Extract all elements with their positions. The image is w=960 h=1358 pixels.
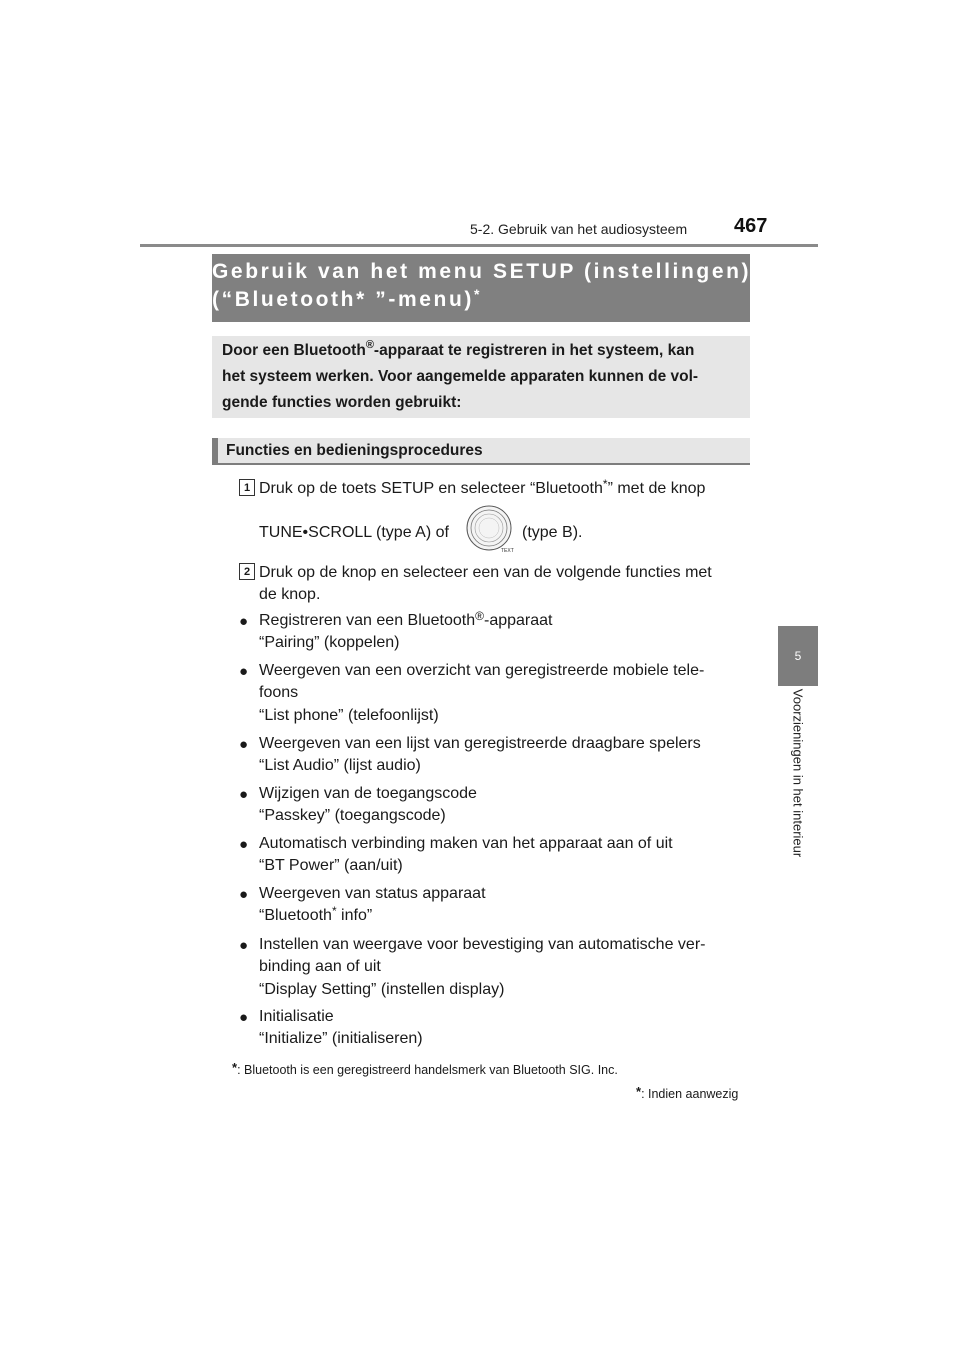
title-line-2-text: (“Bluetooth* ”-menu): [212, 288, 474, 311]
function-text: info”: [336, 907, 373, 924]
optional-mark: *: [636, 1084, 642, 1099]
trademark-mark: *: [232, 1060, 238, 1075]
trademark-footnote: [232, 1060, 618, 1078]
step-1-line-2a: TUNE•SCROLL (type A) of: [259, 524, 449, 541]
intro-line-2: het systeem werken. Voor aangemelde apparaten kunnen de vol-: [222, 368, 699, 385]
bullet-icon: ●: [239, 736, 249, 753]
header-rule: [140, 244, 818, 247]
bullet-icon: ●: [239, 937, 249, 954]
function-item-4-line-1: Wijzigen van de toegangscode: [259, 785, 477, 802]
chapter-number: 5: [794, 649, 802, 663]
bullet-icon: ●: [239, 886, 249, 903]
function-item-4-line-2: “Passkey” (toegangscode): [259, 807, 446, 824]
function-item-8-line-2: “Initialize” (initialiseren): [259, 1030, 423, 1047]
function-item-6-line-1: Weergeven van status apparaat: [259, 885, 486, 902]
function-item-5-line-2: “BT Power” (aan/uit): [259, 857, 403, 874]
trademark-mark: *: [602, 477, 608, 491]
subheading-bar: [212, 438, 218, 463]
function-item-5-line-1: Automatisch verbinding maken van het apparaat aan of uit: [259, 835, 673, 852]
function-item-3-line-1: Weergeven van een lijst van geregistreerde draagbare spelers: [259, 735, 701, 752]
step-text: ” met de knop: [607, 480, 706, 497]
bullet-icon: ●: [239, 1009, 249, 1026]
page-title: [212, 254, 750, 322]
step-2-line-1: Druk op de knop en selecteer een van de volgende functies met: [259, 564, 712, 581]
title-line-2: [212, 288, 479, 312]
step-text: Druk op de toets SETUP en selecteer “Bluetooth: [259, 480, 603, 497]
function-item-1-line-2: “Pairing” (koppelen): [259, 634, 400, 651]
trademark-mark: *: [331, 904, 337, 918]
function-item-1-line-1: [259, 609, 553, 630]
registered-mark: ®: [475, 609, 484, 623]
chapter-label: [788, 662, 808, 884]
step-1-line-2b: (type B).: [522, 524, 583, 541]
subheading-text: Functies en bedieningsprocedures: [226, 442, 483, 459]
step-badge-2: 2: [239, 563, 255, 580]
bullet-icon: ●: [239, 836, 249, 853]
bullet-icon: ●: [239, 663, 249, 680]
title-line-1: Gebruik van het menu SETUP (instellingen): [212, 260, 752, 283]
footnote-text: : Indien aanwezig: [641, 1087, 739, 1101]
function-item-2-line-3: “List phone” (telefoonlijst): [259, 707, 439, 724]
intro-line-3: gende functies worden gebruikt:: [222, 394, 462, 411]
intro-text: Door een Bluetooth: [222, 342, 366, 359]
function-item-8-line-1: Initialisatie: [259, 1008, 334, 1025]
function-text: Registreren van een Bluetooth: [259, 612, 476, 629]
subheading-rule: [212, 463, 750, 465]
step-2-line-2: de knop.: [259, 586, 321, 603]
bullet-icon: ●: [239, 613, 249, 630]
intro-text: -apparaat te registreren in het systeem, kan: [373, 342, 695, 359]
function-item-3-line-2: “List Audio” (lijst audio): [259, 757, 421, 774]
intro-line-1: [222, 339, 695, 360]
function-item-7-line-2: binding aan of uit: [259, 958, 381, 975]
function-text: “Bluetooth: [259, 907, 332, 924]
function-text: -apparaat: [483, 612, 553, 629]
function-item-7-line-1: Instellen van weergave voor bevestiging van automatische ver-: [259, 936, 706, 953]
function-item-7-line-3: “Display Setting” (instellen display): [259, 981, 505, 998]
function-item-6-line-2: [259, 904, 373, 925]
function-item-2-line-1: Weergeven van een overzicht van geregistreerde mobiele tele-: [259, 662, 705, 679]
intro-box: [212, 336, 750, 418]
section-title: 5-2. Gebruik van het audiosysteem: [470, 221, 688, 237]
bullet-icon: ●: [239, 786, 249, 803]
page-number: 467: [734, 215, 768, 237]
optional-footnote: [636, 1084, 739, 1102]
chapter-label-text: Voorzieningen in het interieur: [790, 688, 806, 858]
subheading: [212, 438, 750, 463]
knob-text-label: TEXT: [501, 548, 514, 554]
footnote-text: : Bluetooth is een geregistreerd handelsmerk van Bluetooth SIG. Inc.: [237, 1063, 618, 1077]
registered-mark: ®: [365, 339, 374, 351]
step-1-line-1: [259, 477, 706, 498]
step-badge-1: 1: [239, 479, 255, 496]
optional-mark: *: [473, 286, 480, 302]
tune-knob-icon: [465, 504, 515, 554]
function-item-2-line-2: foons: [259, 684, 299, 701]
